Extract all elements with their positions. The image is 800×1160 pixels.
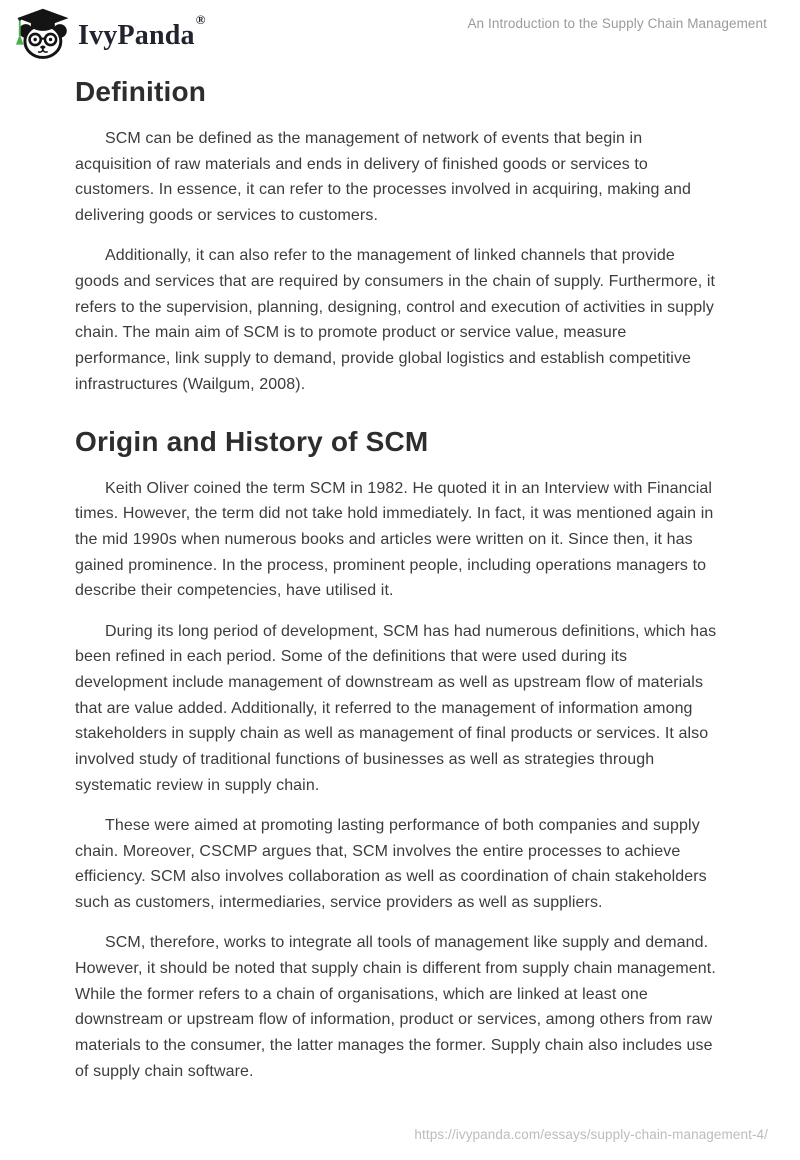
paragraph: During its long period of development, SCM has had numerous definitions, which has been refined in each period. Some of the definitions that were used during its development include management of downstream as well as upstream flow of materials that are value added. Additionally, it referred to the management of information among stakeholders in supply chain as well as management of final products or services. It also involved study of traditional functions of businesses as well as strategies through systematic review in supply chain.	[75, 622, 717, 794]
registered-trademark: ®	[195, 12, 206, 27]
page-footer	[414, 1127, 768, 1142]
paragraph: SCM, therefore, works to integrate all tools of management like supply and demand. However, it should be noted that supply chain is different from supply chain management. While the former refers to a chain of organisations, which are linked at least one downstream or upstream flow of information, product or services, among others from raw materials to the consumer, the latter manages the former. Supply chain also includes use of supply chain software.	[75, 934, 716, 1080]
document-title: An Introduction to the Supply Chain Management	[467, 16, 767, 31]
panda-graduate-icon	[12, 7, 72, 65]
brand-name: IvyPanda®	[78, 12, 206, 51]
paragraph: SCM can be defined as the management of network of events that begin in acquisition of raw materials and ends in delivery of finished goods or services to customers. In essence, it can refer to the processes involved in acquiring, making and delivering goods or services to customers.	[75, 130, 692, 225]
essay-body	[75, 62, 722, 1099]
ivypanda-logo	[12, 7, 205, 65]
section-heading-origin-history: Origin and History of SCM	[75, 425, 429, 457]
page-header	[0, 0, 800, 62]
paragraph: Additionally, it can also refer to the management of linked channels that provide goods and services that are required by consumers in the chain of supply. Furthermore, it refers to the supervision, planning, designing, control and execution of activities in supply chain. The main aim of SCM is to promote product or service value, measure performance, link supply to demand, provide global logistics and establish competitive infrastructures (Wailgum, 2008).	[75, 247, 716, 393]
source-url: https://ivypanda.com/essays/supply-chain-management-4/	[414, 1127, 768, 1142]
section-heading-definition: Definition	[75, 76, 207, 107]
paragraph: Keith Oliver coined the term SCM in 1982. He quoted it in an Interview with Financial times. However, the term did not take hold immediately. In fact, it was mentioned again in the mid 1990s when numerous books and articles were written on it. Since then, it has gained prominence. In the process, prominent people, including operations managers to describe their competencies, have utilised it.	[75, 479, 714, 600]
paragraph: These were aimed at promoting lasting performance of both companies and supply chain. Moreover, CSCMP argues that, SCM involves the entire processes to achieve efficiency. SCM also involves collaboration as well as coordination of chain stakeholders such as customers, intermediaries, service providers as well as suppliers.	[75, 816, 707, 912]
